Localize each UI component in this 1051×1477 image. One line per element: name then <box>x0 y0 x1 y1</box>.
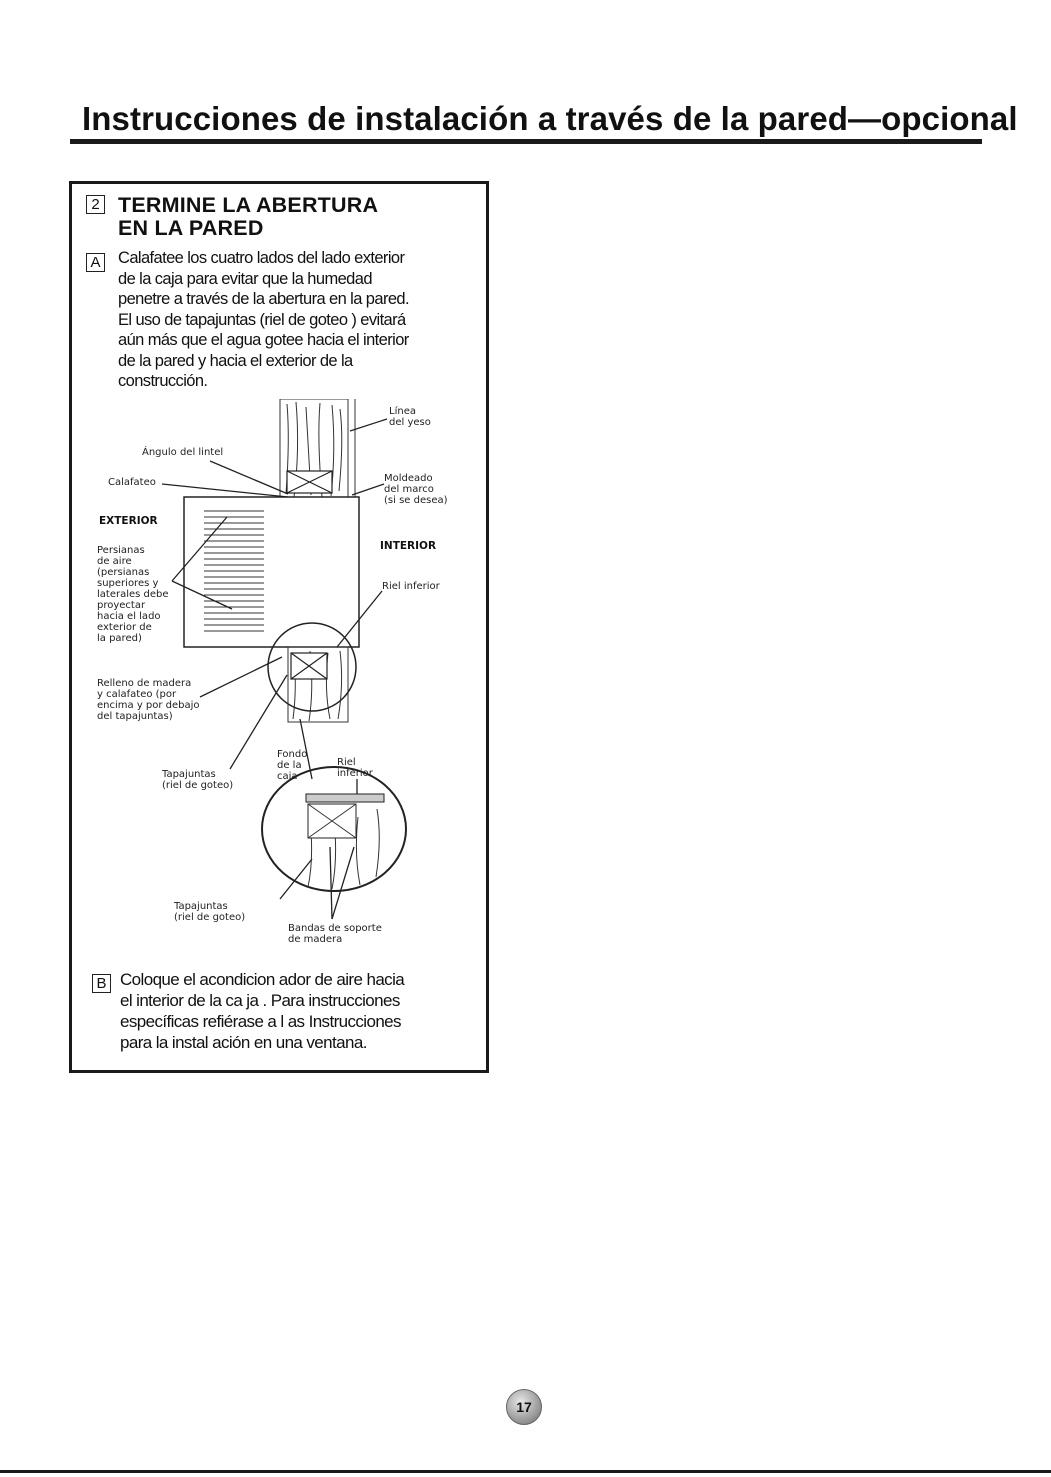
label-persianas: Persianas de aire (persianas superiores y laterales debe proyectar hacia el lado exterior de la pared) <box>97 545 169 644</box>
step-title-line: TERMINE LA ABERTURA <box>118 193 379 217</box>
text-line: El uso de tapajuntas (riel de goteo ) evitará <box>118 310 406 329</box>
section-b-text <box>120 969 404 1053</box>
text-line: penetre a través de la abertura en la pared. <box>118 290 409 308</box>
air-louvers <box>204 511 264 631</box>
text-line: aún más que el agua gotee hacia el interior <box>118 331 409 349</box>
label-relleno: Relleno de madera y calafateo (por encima y por debajo del tapajuntas) <box>97 678 200 722</box>
label-moldeado: Moldeado del marco (si se desea) <box>384 473 448 506</box>
page-title: Instrucciones de instalación a través de la pared—opcional <box>82 100 1018 137</box>
label-tapajuntas-1: Tapajuntas (riel de goteo) <box>162 769 234 791</box>
label-calafateo: Calafateo <box>108 477 156 488</box>
title-divider <box>70 139 982 144</box>
text-line: construcción. <box>118 372 208 390</box>
lower-block <box>291 653 327 679</box>
label-riel-inferior: Riel inferior <box>337 757 373 779</box>
page-number-badge: 17 <box>506 1389 542 1425</box>
text-line: Calafatee los cuatro lados del lado exterior <box>118 249 405 267</box>
label-angulo-lintel: Ángulo del lintel <box>142 447 224 458</box>
label-fondo-caja: Fondo de la caja <box>277 749 308 782</box>
label-riel-inferior-top: Riel inferior <box>382 581 440 592</box>
instruction-panel <box>69 181 489 1073</box>
installation-diagram <box>82 399 477 959</box>
text-line: de la caja para evitar que la humedad <box>118 269 372 288</box>
label-tapajuntas-2: Tapajuntas (riel de goteo) <box>174 901 246 923</box>
text-line: el interior de la ca ja . Para instrucciones <box>120 991 400 1010</box>
lintel-block <box>287 471 332 493</box>
bottom-divider <box>0 1470 1051 1473</box>
section-a-text <box>118 248 409 392</box>
step-number-box: 2 <box>86 195 105 214</box>
section-b-marker: B <box>92 974 111 993</box>
text-line: de la pared y hacia el exterior de la <box>118 351 353 370</box>
step-title <box>118 194 378 240</box>
label-bandas: Bandas de soporte de madera <box>288 923 382 945</box>
text-line: específicas refiérase a l as Instrucciones <box>120 1012 401 1031</box>
text-line: Coloque el acondicion ador de aire hacia <box>120 970 405 989</box>
step-title-line: EN LA PARED <box>118 216 264 240</box>
text-line: para la instal ación en una ventana. <box>120 1033 367 1052</box>
label-exterior: EXTERIOR <box>99 515 158 527</box>
label-interior: INTERIOR <box>380 540 437 552</box>
section-a-marker: A <box>86 253 105 272</box>
label-linea-yeso: Línea del yeso <box>389 406 431 428</box>
